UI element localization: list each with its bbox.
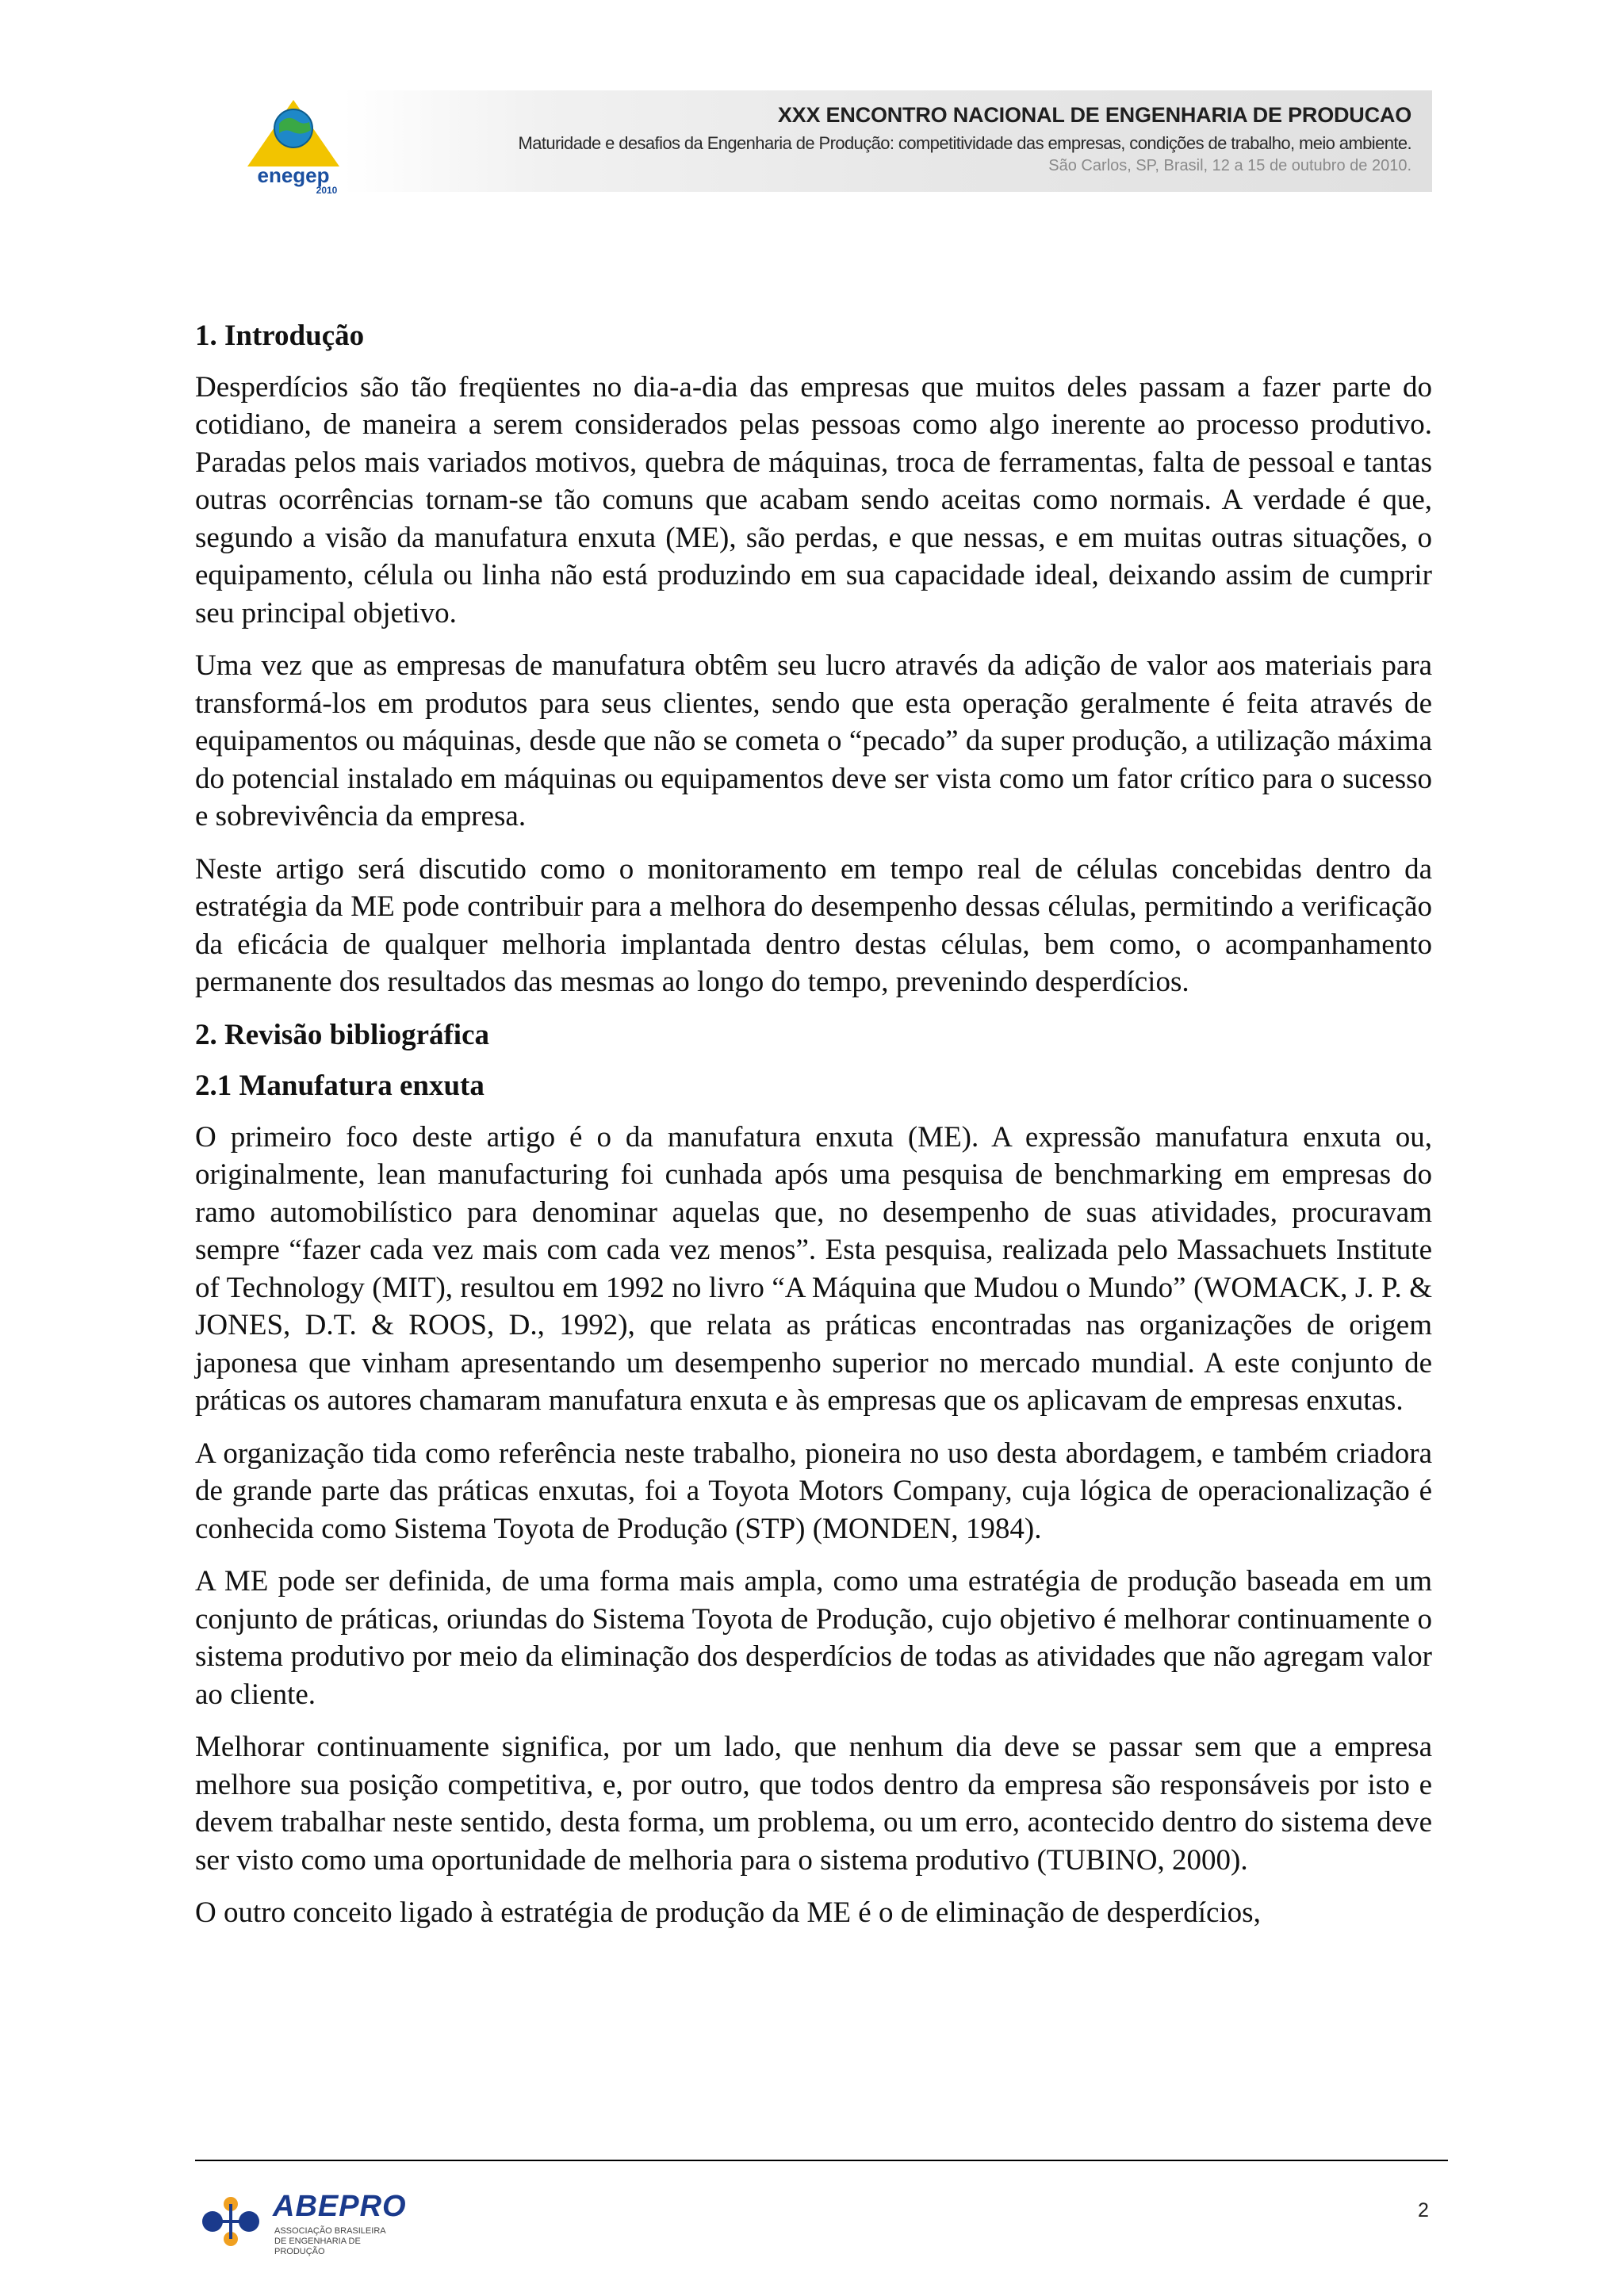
event-subtitle: Maturidade e desafios da Engenharia de Produção: competitividade das empresas, condições de trabalho, meio ambiente.	[518, 133, 1411, 153]
page-header	[0, 0, 1624, 206]
abepro-subtitle: ASSOCIAÇÃO BRASILEIRA DE ENGENHARIA DE PRODUÇÃO	[274, 2226, 385, 2256]
abepro-mark-icon	[197, 2187, 270, 2255]
logo-text: enegep	[257, 163, 330, 187]
abepro-logo	[197, 2187, 435, 2258]
paper-body	[195, 317, 1432, 1947]
page-number: 2	[1418, 2199, 1429, 2221]
paragraph: A organização tida como referência neste trabalho, pioneira no uso desta abordagem, e também criadora de grande parte das práticas enxutas, foi a Toyota Motors Company, cuja lógica de operacionalização é conhecida como Sistema Toyota de Produção (STP) (MONDEN, 1984).	[195, 1437, 1432, 1545]
event-place-date: São Carlos, SP, Brasil, 12 a 15 de outubro de 2010.	[1048, 157, 1411, 174]
section-heading-revisao: 2. Revisão bibliográfica	[195, 1018, 490, 1051]
conference-banner	[343, 90, 1432, 192]
paragraph: O primeiro foco deste artigo é o da manufatura enxuta (ME). A expressão manufatura enxuta ou, originalmente, lean manufacturing foi cunhada após uma pesquisa de benchmarking em empresas do ramo automobilístico para denominar aquelas que, no desempenho de suas atividades, procuravam sempre “fazer cada vez mais com cada vez menos”. Esta pesquisa, realizada pelo Massachuets Institute of Technology (MIT), resultou em 1992 no livro “A Máquina que Mudou o Mundo” (WOMACK, J. P. & JONES, D.T. & ROOS, D., 1992), que relata as práticas encontradas nas organizações de origem japonesa que vinham apresentando um desempenho superior no mercado mundial. A este conjunto de práticas os autores chamaram manufatura enxuta e às empresas que os aplicavam de empresas enxutas.	[195, 1120, 1432, 1417]
paragraph: A ME pode ser definida, de uma forma mais ampla, como uma estratégia de produção baseada em um conjunto de práticas, oriundas do Sistema Toyota de Produção, cujo objetivo é melhorar continuamente o sistema produtivo por meio da eliminação dos desperdícios de todas as atividades que não agregam valor ao cliente.	[195, 1565, 1432, 1711]
abepro-name: ABEPRO	[273, 2190, 407, 2223]
paragraph: Uma vez que as empresas de manufatura obtêm seu lucro através da adição de valor aos materiais para transformá-los em produtos para seus clientes, sendo que esta operação geralmente é feita através de equipamentos ou máquinas, desde que não se cometa o “pecado” da super produção, a utilização máxima do potencial instalado em máquinas ou equipamentos deve ser vista como um fator crítico para o sucesso e sobrevivência da empresa.	[195, 649, 1432, 832]
subsection-heading-manufatura-enxuta: 2.1 Manufatura enxuta	[195, 1070, 485, 1102]
paragraph: Desperdícios são tão freqüentes no dia-a-dia das empresas que muitos deles passam a fazer parte do cotidiano, de maneira a serem considerados pelas pessoas como algo inerente ao processo produtivo. Paradas pelos mais variados motivos, quebra de máquinas, troca de ferramentas, falta de pessoal e tantas outras ocorrências tornam-se tão comuns que acabam sendo aceitas como normais. A verdade é que, segundo a visão da manufatura enxuta (ME), são perdas, e que nessas, e em muitas outras situações, o equipamento, célula ou linha não está produzindo em sua capacidade ideal, deixando assim de cumprir seu principal objetivo.	[195, 370, 1432, 629]
enegep-logo	[238, 94, 349, 197]
section-heading-introducao: 1. Introdução	[195, 320, 365, 352]
paragraph: Neste artigo será discutido como o monitoramento em tempo real de células concebidas dentro da estratégia da ME pode contribuir para a melhora do desempenho dessas células, permitindo a verificação da eficácia de qualquer melhoria implantada dentro destas células, bem como, o acompanhamento permanente dos resultados das mesmas ao longo do tempo, prevenindo desperdícios.	[195, 852, 1432, 998]
event-title: XXX ENCONTRO NACIONAL DE ENGENHARIA DE PRODUCAO	[777, 103, 1411, 127]
paragraph: Melhorar continuamente significa, por um lado, que nenhum dia deve se passar sem que a empresa melhore sua posição competitiva, e, por outro, que todos dentro da empresa são responsáveis por isto e devem trabalhar neste sentido, desta forma, um problema, ou um erro, acontecido dentro do sistema deve ser visto como uma oportunidade de melhoria para o sistema produtivo (TUBINO, 2000).	[195, 1731, 1432, 1877]
paragraph: O outro conceito ligado à estratégia de produção da ME é o de eliminação de desperdícios,	[195, 1896, 1261, 1929]
footer-divider	[195, 2160, 1448, 2161]
logo-year: 2010	[316, 185, 338, 196]
